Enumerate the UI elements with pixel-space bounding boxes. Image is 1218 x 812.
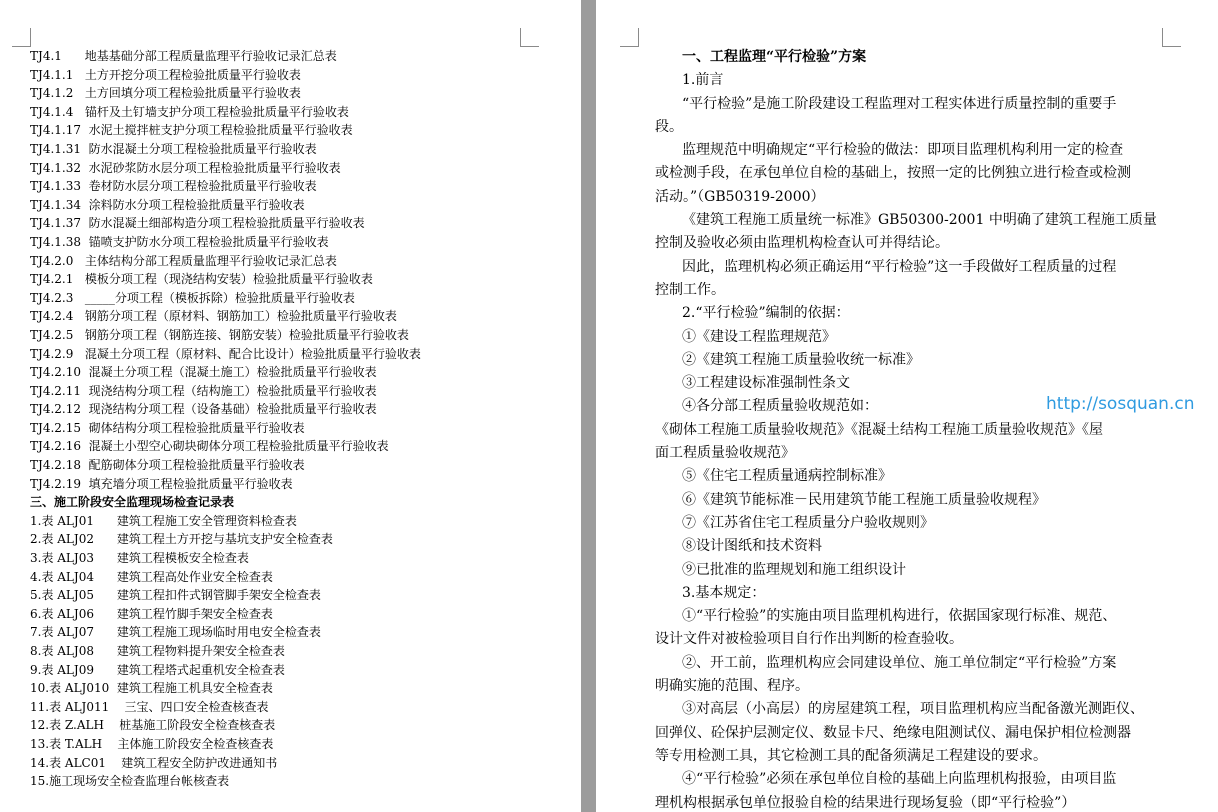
form-code: TJ4.1.34 [30,197,81,212]
spacer [109,700,124,714]
list-item [30,66,570,85]
spacer [94,663,117,677]
form-title: 锚杆及土钉墙支护分项工程检验批质量平行验收表 [84,104,349,119]
spacer [81,235,89,249]
form-code: 11.表 ALJ011 [30,699,110,714]
spacer [73,291,84,305]
list-item [30,289,570,308]
spacer [94,644,117,658]
paragraph-line: ⑤《住宅工程质量通病控制标准》 [682,468,892,485]
form-code: 7.表 ALJ07 [30,625,94,640]
form-title: 混凝土分项工程（混凝土施工）检验批质量平行验收表 [88,365,377,380]
spacer [94,570,117,584]
form-title: 水泥土搅拌桩支护分项工程检验批质量平行验收表 [88,123,353,138]
list-item [30,363,570,382]
paragraph-line: 明确实施的范围、程序。 [655,678,809,695]
paragraph-line: 1.前言 [682,72,724,89]
form-code: 2.表 ALJ02 [30,532,94,547]
form-title: 钢筋分项工程（原材料、钢筋加工）检验批质量平行验收表 [84,309,397,324]
form-code: 1.表 ALJ01 [30,513,94,528]
paragraph-line: ⑦《江苏省住宅工程质量分户验收规则》 [682,514,934,531]
paragraph-line: 2.“平行检验”编制的依据： [682,305,850,322]
form-code: 5.表 ALJ05 [30,588,94,603]
list-item [30,345,570,364]
list-item [30,400,570,419]
form-title: 钢筋分项工程（钢筋连接、钢筋安装）检验批质量平行验收表 [84,327,409,342]
spacer [62,49,85,63]
list-item [30,233,570,252]
spacer [94,588,117,602]
form-title: 涂料防水分项工程检验批质量平行验收表 [88,197,305,212]
paragraph-line: 《建筑工程施工质量统一标准》GB50300-2001 中明确了建筑工程施工质量 [682,212,1157,229]
paragraph-line: 活动。”（GB50319-2000） [655,188,825,205]
spacer [73,68,84,82]
list-item [30,214,570,233]
form-title: 填充墙分项工程检验批质量平行验收表 [88,476,293,491]
form-title: 建筑工程施工现场临时用电安全检查表 [116,625,321,640]
form-code: 8.表 ALJ08 [30,644,94,658]
paragraph-line: ①《建设工程监理规范》 [682,328,836,345]
left-page [0,0,581,812]
form-code: TJ4.1.38 [30,234,81,249]
spacer [81,179,89,193]
list-item [30,754,570,773]
site-watermark: http://sosquan.cn [1046,394,1195,414]
form-title: 主体施工阶段安全检查核查表 [117,736,274,751]
list-item [30,437,570,456]
list-item [30,196,570,215]
paragraph-line: 3.基本规定： [682,584,766,601]
spacer [81,439,89,453]
form-code: TJ4.1.32 [30,160,81,175]
spacer [81,123,89,137]
form-title: 模板分项工程（现浇结构安装）检验批质量平行验收表 [84,272,373,287]
paragraph-line: 理机构根据承包单位报验自检的结果进行现场复验（即“平行检验”） [655,794,1076,811]
form-code: TJ4.2.11 [30,383,81,398]
paragraph-line: ③对高层（小高层）的房屋建筑工程，项目监理机构应当配备激光测距仪、 [682,701,1144,718]
paragraph-line: 控制及验收必须由监理机构检查认可并得结论。 [655,235,949,252]
list-item [30,84,570,103]
list-item [30,326,570,345]
list-item [30,735,570,754]
list-item [30,140,570,159]
form-title: 三、施工阶段安全监理现场检查记录表 [30,495,235,510]
spacer [106,756,121,770]
paragraph-line: 设计文件对被检验项目自行作出判断的检查验收。 [655,631,963,648]
margin-corner-mark [12,28,31,47]
paragraph-line: ②《建筑工程施工质量验收统一标准》 [682,351,920,368]
list-item [30,530,570,549]
form-title: 建筑工程物料提升架安全检查表 [116,644,285,658]
list-item [30,47,570,66]
list-item [30,642,570,661]
form-index-list [30,47,570,791]
spacer [73,272,84,286]
paragraph-line: “平行检验”是施工阶段建设工程监理对工程实体进行质量控制的重要手 [682,95,1117,112]
form-code: 4.表 ALJ04 [30,569,94,584]
paragraph-line: ③工程建设标准强制性条文 [682,375,850,392]
section-heading [30,493,570,512]
list-item [30,716,570,735]
form-title: 建筑工程高处作业安全检查表 [116,569,273,584]
form-title: 三宝、四口安全检查核查表 [124,699,269,714]
form-code: TJ4.1 [30,49,62,63]
form-title: 锚喷支护防水分项工程检验批质量平行验收表 [88,234,329,249]
page-gutter [581,0,596,812]
form-title: 建筑工程土方开挖与基坑支护安全检查表 [116,532,333,547]
form-code: TJ4.2.1 [30,272,74,287]
spacer [73,86,84,100]
inspection-plan-text [655,46,1169,812]
spacer [81,198,89,212]
list-item [30,661,570,680]
form-title: 砌体结构分项工程检验批质量平行验收表 [88,420,305,435]
paragraph-line: ①“平行检验”的实施由项目监理机构进行，依据国家现行标准、规范、 [682,608,1117,625]
paragraph-line: 《砌体工程施工质量验收规范》《混凝土结构工程施工质量验收规范》《屋 [655,421,1103,438]
list-item [30,307,570,326]
form-title: 建筑工程竹脚手架安全检查表 [116,606,273,621]
form-code: TJ4.1.2 [30,86,74,101]
form-title: 水泥砂浆防水层分项工程检验批质量平行验收表 [88,160,341,175]
list-item [30,177,570,196]
form-code: TJ4.1.4 [30,104,74,119]
list-item [30,382,570,401]
form-code: TJ4.2.19 [30,476,81,491]
paragraph-line: ⑨已批准的监理规划和施工组织设计 [682,561,906,578]
spacer [104,718,119,732]
paragraph-line: ⑧设计图纸和技术资料 [682,538,822,555]
list-item [30,475,570,494]
form-code: 9.表 ALJ09 [30,662,94,677]
form-title: 防水混凝土细部构造分项工程检验批质量平行验收表 [88,216,365,231]
spacer [102,737,117,751]
form-code: TJ4.1.33 [30,179,81,194]
form-title: 建筑工程塔式起重机安全检查表 [116,662,285,677]
form-title: 建筑工程施工机具安全检查表 [116,681,273,696]
spacer [81,384,89,398]
spacer [73,254,84,268]
spacer [81,402,89,416]
list-item [30,270,570,289]
form-code: TJ4.2.4 [30,309,74,324]
paragraph-line: 监理规范中明确规定“平行检验的做法：即项目监理机构利用一定的检查 [682,142,1124,159]
list-item [30,605,570,624]
form-title: 主体结构分部工程质量监理平行验收记录汇总表 [84,253,337,268]
form-code: 12.表 Z.ALH [30,718,104,733]
form-title: 土方开挖分项工程检验批质量平行验收表 [84,67,301,82]
margin-corner-mark [620,28,639,47]
form-code: 15.施工现场安全检查监理台帐核查表 [30,774,230,789]
paragraph-line: 面工程质量验收规范》 [655,445,795,462]
form-title: 混凝土小型空心砌块砌体分项工程检验批质量平行验收表 [88,439,389,454]
list-item [30,103,570,122]
form-title: 建筑工程施工安全管理资料检查表 [116,513,297,528]
margin-corner-mark [1162,28,1181,47]
paragraph-line: ④各分部工程质量验收规范如： [682,398,878,415]
form-title: 桩基施工阶段安全检查核查表 [119,718,276,733]
form-title: 建筑工程扣件式钢管脚手架安全检查表 [116,588,321,603]
spacer [73,328,84,342]
spacer [109,681,117,695]
list-item [30,568,570,587]
form-code: TJ4.1.31 [30,141,81,156]
paragraph-line: 因此，监理机构必须正确运用“平行检验”这一手段做好工程质量的过程 [682,258,1117,275]
spacer [94,551,117,565]
spacer [81,142,89,156]
spacer [73,309,84,323]
margin-corner-mark [520,28,539,47]
paragraph-line: ②、开工前，监理机构应会同建设单位、施工单位制定“平行检验”方案 [682,654,1117,671]
paragraph-line: 或检测手段，在承包单位自检的基础上，按照一定的比例独立进行检查或检测 [655,165,1131,182]
form-code: 3.表 ALJ03 [30,551,94,566]
form-code: TJ4.2.9 [30,346,74,361]
spacer [81,161,89,175]
spacer [73,347,84,361]
spacer [81,365,89,379]
form-title: 配筋砌体分项工程检验批质量平行验收表 [88,458,305,473]
spacer [94,625,117,639]
form-code: TJ4.2.3 [30,290,74,305]
list-item [30,679,570,698]
form-code: TJ4.1.1 [30,67,74,82]
paragraph-line: 回弹仪、砼保护层测定仪、数显卡尺、绝缘电阻测试仪、漏电保护相位检测器 [655,724,1131,741]
form-title: 卷材防水层分项工程检验批质量平行验收表 [88,179,317,194]
spacer [81,458,89,472]
form-code: TJ4.2.18 [30,458,81,473]
list-item [30,252,570,271]
list-item [30,159,570,178]
form-code: 10.表 ALJ010 [30,681,110,696]
form-code: TJ4.2.12 [30,402,81,417]
form-title: 土方回填分项工程检验批质量平行验收表 [84,86,301,101]
form-code: TJ4.1.17 [30,123,81,138]
spacer [73,105,84,119]
paragraph-line: ⑥《建筑节能标准－民用建筑节能工程施工质量验收规程》 [682,491,1046,508]
paragraph-line: 段。 [655,118,683,135]
form-code: 14.表 ALC01 [30,755,106,770]
list-item [30,623,570,642]
form-code: 13.表 T.ALH [30,736,103,751]
list-item [30,772,570,791]
form-title: 建筑工程模板安全检查表 [116,551,249,566]
form-title: 防水混凝土分项工程检验批质量平行验收表 [88,141,317,156]
form-code: TJ4.2.5 [30,327,74,342]
form-title: 建筑工程安全防护改进通知书 [121,755,278,770]
spacer [94,532,117,546]
form-title: 现浇结构分项工程（结构施工）检验批质量平行验收表 [88,383,377,398]
spacer [94,514,117,528]
spacer [81,216,89,230]
form-code: 6.表 ALJ06 [30,606,94,621]
paragraph-line: ④“平行检验”必须在承包单位自检的基础上向监理机构报验，由项目监 [682,771,1117,788]
form-title: 地基基础分部工程质量监理平行验收记录汇总表 [84,49,337,63]
form-code: TJ4.2.0 [30,253,74,268]
form-code: TJ4.2.16 [30,439,81,454]
form-code: TJ4.1.37 [30,216,81,231]
form-title: 混凝土分项工程（原材料、配合比设计）检验批质量平行验收表 [84,346,421,361]
form-title: _____分项工程（模板拆除）检验批质量平行验收表 [84,290,355,305]
list-item [30,121,570,140]
spacer [81,477,89,491]
list-item [30,456,570,475]
paragraph-line: 等专用检测工具，其它检测工具的配备须满足工程建设的要求。 [655,747,1047,764]
paragraph-line: 控制工作。 [655,281,725,298]
list-item [30,419,570,438]
form-code: TJ4.2.15 [30,420,81,435]
list-item [30,549,570,568]
list-item [30,586,570,605]
list-item [30,512,570,531]
section-title: 一、工程监理“平行检验”方案 [682,49,867,65]
form-code: TJ4.2.10 [30,365,81,380]
spacer [94,607,117,621]
spacer [81,421,89,435]
form-title: 现浇结构分项工程（设备基础）检验批质量平行验收表 [88,402,377,417]
list-item [30,698,570,717]
